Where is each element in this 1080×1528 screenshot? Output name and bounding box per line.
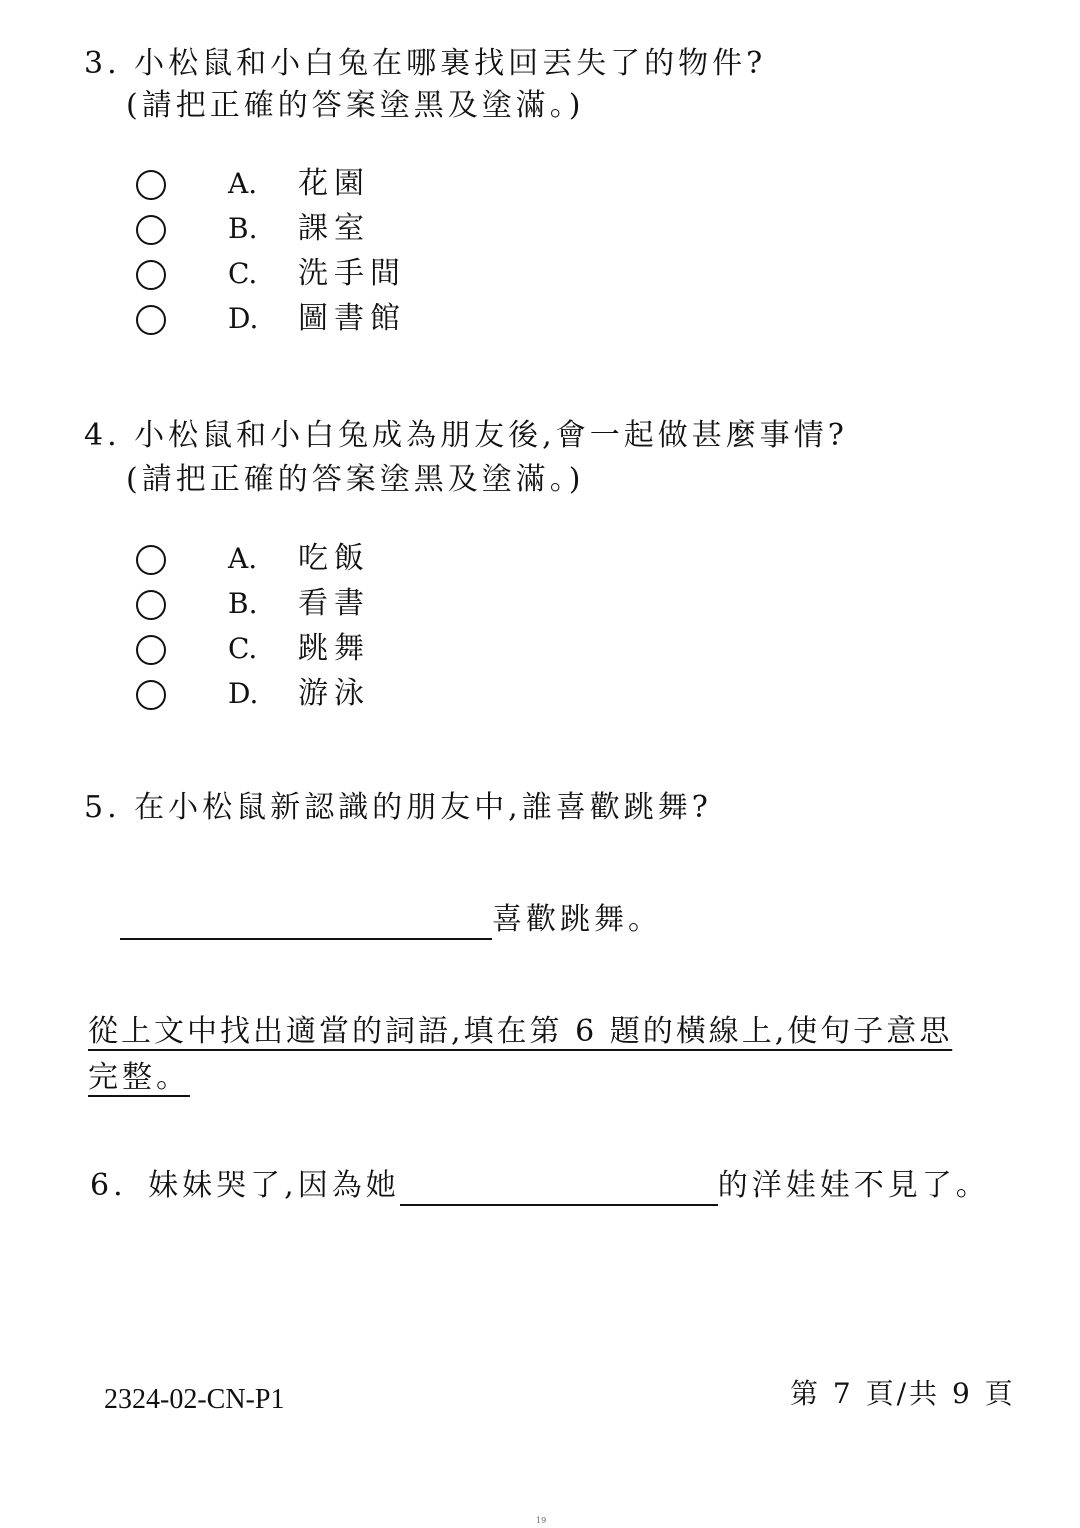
option-text: 花園 — [298, 166, 370, 201]
answer-bubble[interactable] — [136, 260, 166, 290]
option-letter: D. — [228, 302, 259, 335]
section-instruction-line1: 從上文中找出適當的詞語,填在第 6 題的橫線上,使句子意思 — [88, 1014, 953, 1049]
q5-answer-suffix: 喜歡跳舞。 — [492, 902, 662, 937]
answer-bubble[interactable] — [136, 170, 166, 200]
sheet-number: 19 — [536, 1516, 547, 1525]
q4-number: 4. — [84, 418, 121, 453]
q3-instruction: (請把正確的答案塗黑及塗滿。) — [126, 88, 585, 123]
answer-bubble[interactable] — [136, 590, 166, 620]
q5-answer-line — [120, 900, 662, 940]
q5-question — [84, 788, 712, 828]
q4-question-text: 小松鼠和小白兔成為朋友後,會一起做甚麼事情? — [134, 418, 848, 453]
q6-prefix: 妹妹哭了,因為她 — [148, 1168, 400, 1203]
q6-answer-blank[interactable] — [400, 1174, 718, 1206]
answer-bubble[interactable] — [136, 215, 166, 245]
option-letter: B. — [228, 587, 258, 620]
page-number: 第 7 頁/共 9 頁 — [790, 1377, 1016, 1410]
q4-instruction: (請把正確的答案塗黑及塗滿。) — [126, 462, 585, 497]
q3-question-text: 小松鼠和小白兔在哪裏找回丟失了的物件? — [134, 46, 767, 81]
option-text: 洗手間 — [298, 256, 406, 291]
q5-number: 5. — [84, 790, 121, 825]
q5-answer-blank[interactable] — [120, 908, 492, 940]
q6-number: 6. — [90, 1168, 127, 1203]
section-instruction-line2: 完整。 — [88, 1060, 190, 1095]
q6-question — [90, 1166, 990, 1206]
option-letter: A. — [228, 167, 258, 200]
option-text: 跳舞 — [298, 631, 370, 666]
q5-question-text: 在小松鼠新認識的朋友中,誰喜歡跳舞? — [134, 790, 712, 825]
answer-bubble[interactable] — [136, 545, 166, 575]
q4-question — [84, 416, 848, 456]
answer-bubble[interactable] — [136, 305, 166, 335]
answer-bubble[interactable] — [136, 680, 166, 710]
option-text: 圖書館 — [298, 301, 406, 336]
option-letter: A. — [228, 542, 258, 575]
q3-question — [84, 44, 766, 84]
paper-code: 2324-02-CN-P1 — [104, 1384, 285, 1415]
option-text: 課室 — [298, 211, 370, 246]
q3-number: 3. — [84, 46, 121, 81]
option-letter: C. — [228, 257, 258, 290]
option-letter: B. — [228, 212, 258, 245]
answer-bubble[interactable] — [136, 635, 166, 665]
option-letter: C. — [228, 632, 258, 665]
option-text: 看書 — [298, 586, 370, 621]
option-letter: D. — [228, 677, 259, 710]
option-text: 吃飯 — [298, 541, 370, 576]
q6-suffix: 的洋娃娃不見了。 — [717, 1168, 990, 1203]
option-text: 游泳 — [298, 676, 370, 711]
